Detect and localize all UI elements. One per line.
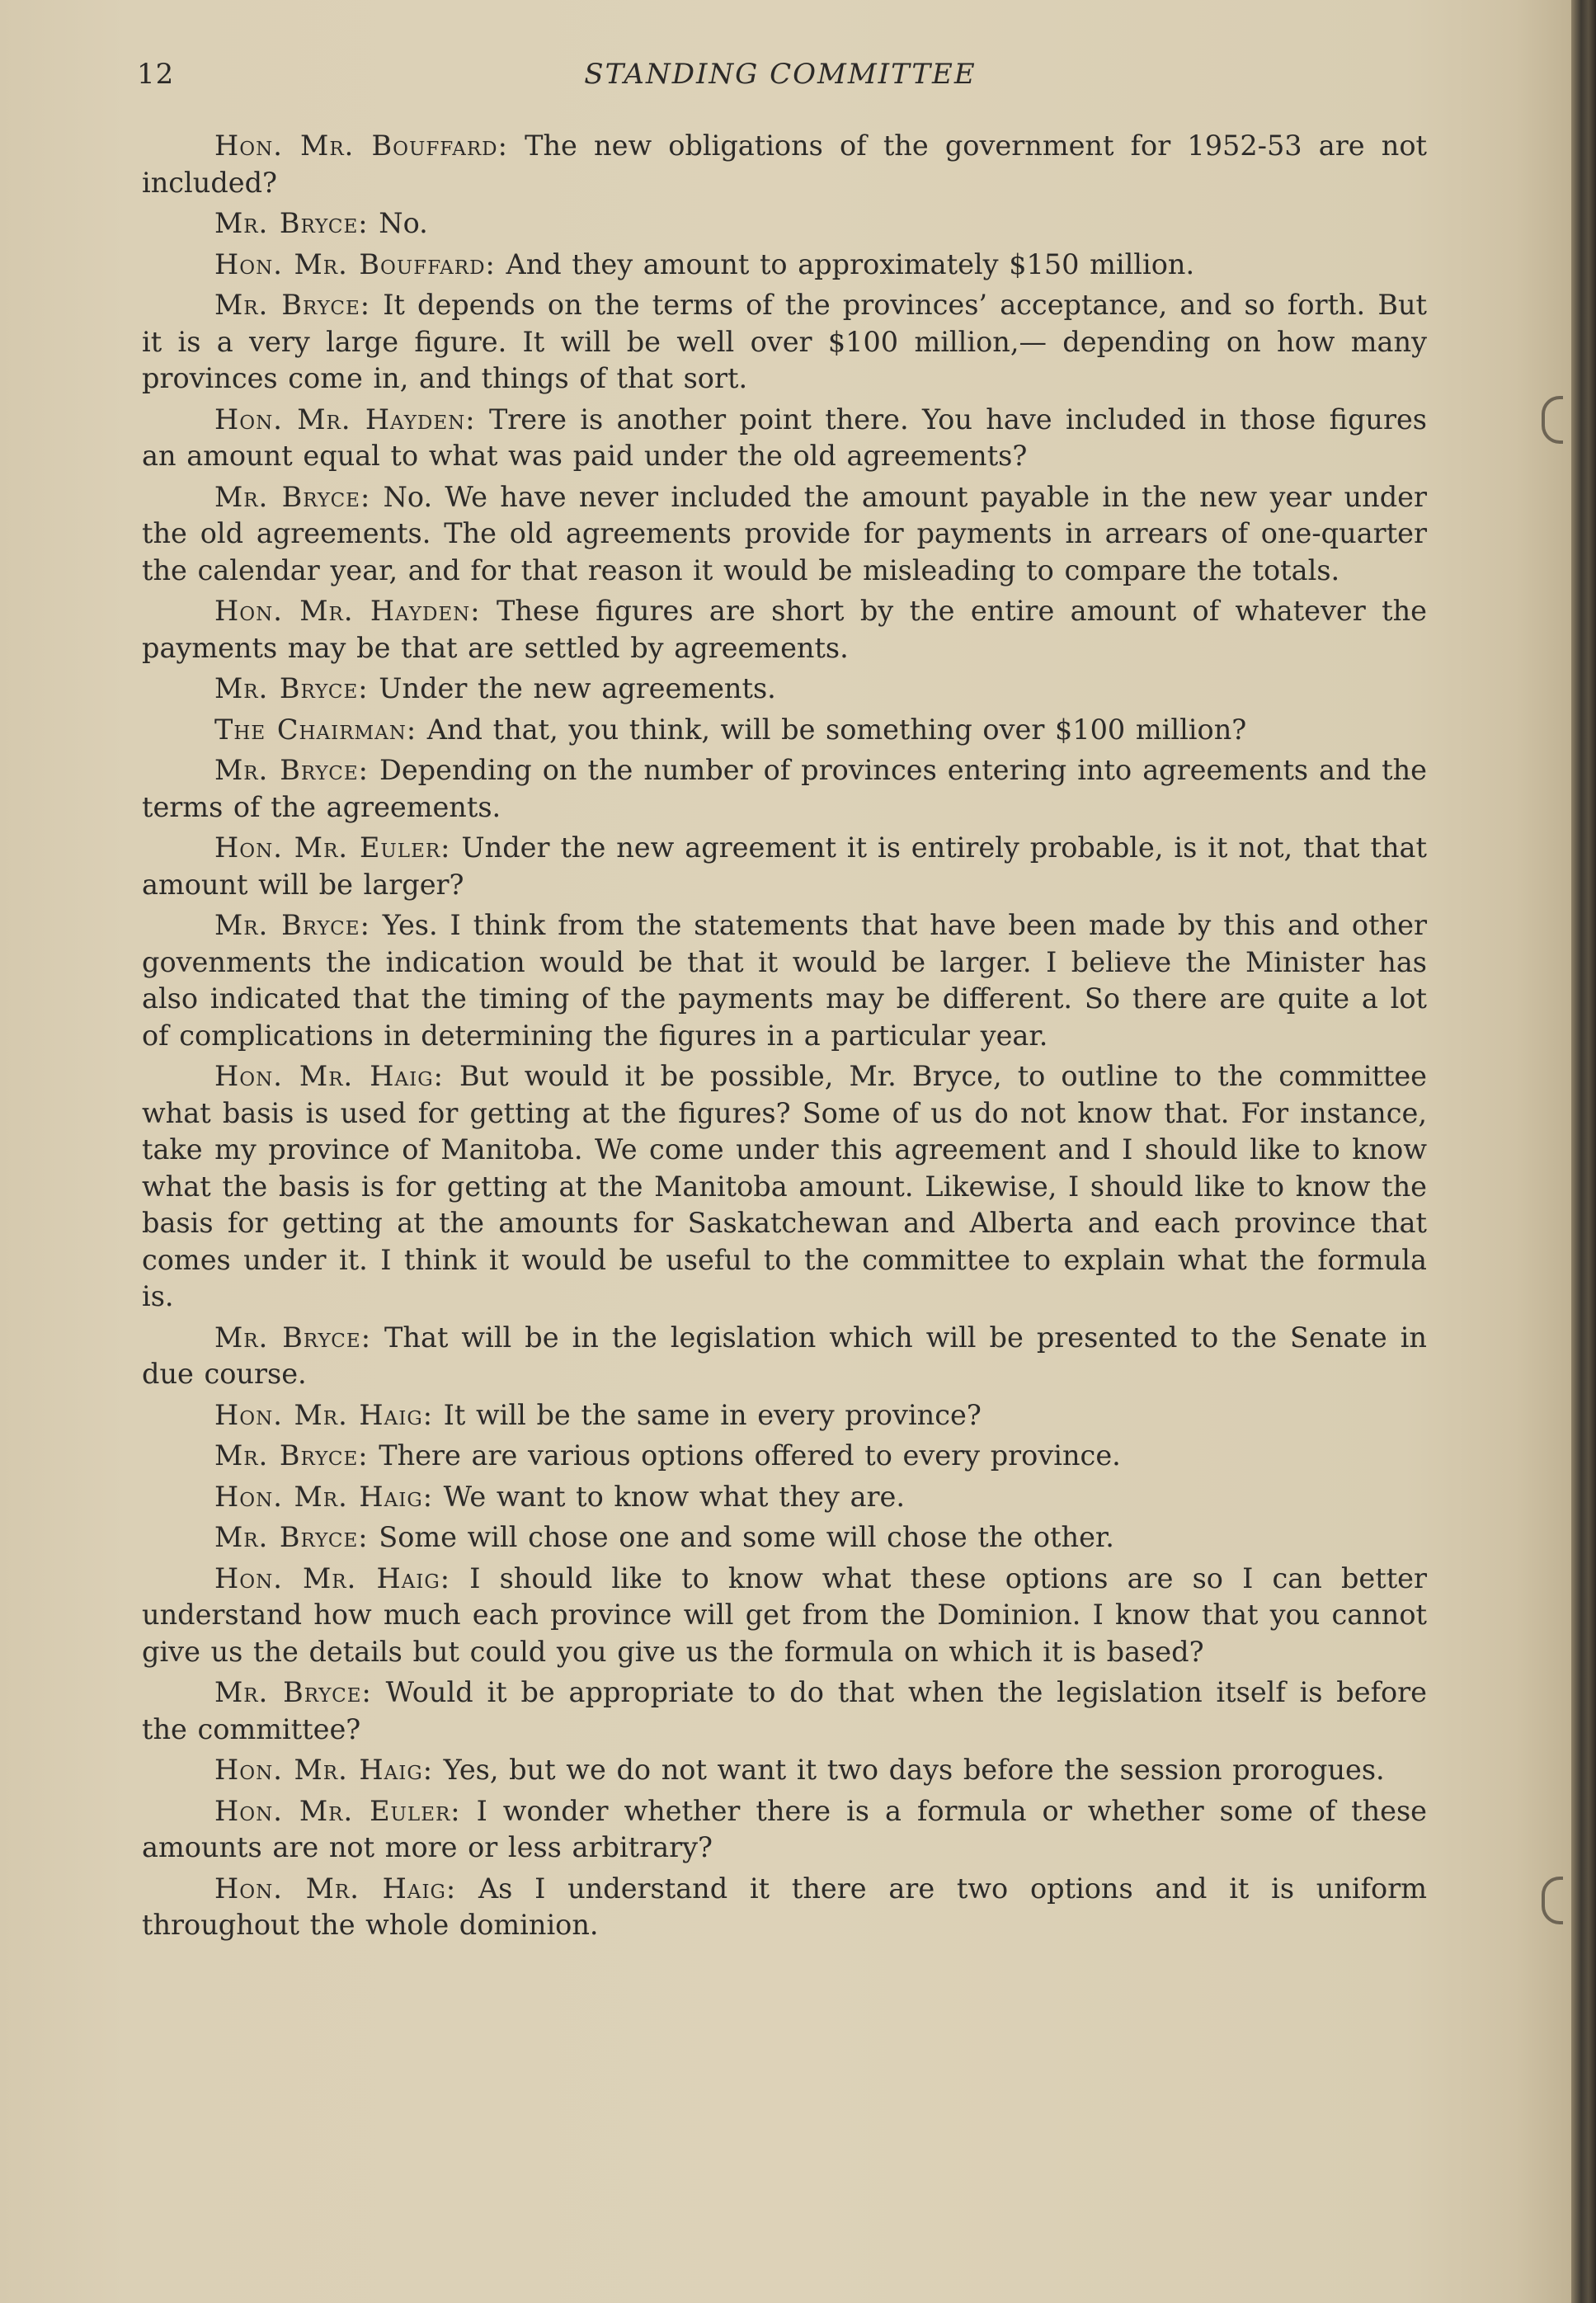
speaker-name: Hon. Mr. Euler:: [214, 1794, 461, 1827]
speech-text: Yes, but we do not want it two days before the session prorogues.: [443, 1754, 1385, 1786]
speech-text: No.: [379, 207, 428, 239]
speech-text: And they amount to approximately $150 million.: [506, 247, 1195, 280]
speech-text: That will be in the legislation which will be presented to the Senate in due course.: [142, 1321, 1427, 1390]
speech-text: Would it be appropriate to do that when the legislation itself is before the committee?: [142, 1676, 1427, 1745]
speaker-name: Mr. Bryce:: [214, 909, 370, 941]
speaker-name: Mr. Bryce:: [214, 754, 369, 786]
transcript-paragraph: [142, 479, 1427, 590]
transcript-paragraph: [142, 1752, 1427, 1789]
speech-text: The new obligations of the government for 1952-53 are not included?: [142, 130, 1427, 199]
speech-text: Under the new agreements.: [379, 672, 776, 704]
speech-text: It depends on the terms of the provinces’ acceptance, and so forth. But it is a very large figure. It will be well over $100 million,— depending on how many provinces come in, and things of that sort.: [142, 289, 1427, 394]
speaker-name: Hon. Mr. Haig:: [214, 1872, 457, 1905]
speaker-name: Hon. Mr. Haig:: [214, 1398, 433, 1431]
transcript-paragraph: [142, 830, 1427, 903]
transcript-paragraph: [142, 1058, 1427, 1316]
transcript-paragraph: [142, 593, 1427, 666]
speech-text: No. We have never included the amount payable in the new year under the old agreements. The old agreements provide for payments in arrears of one-quarter the calendar year, and for that reason it would be misleading to compare the totals.: [142, 480, 1427, 586]
speaker-name: Hon. Mr. Bouffard:: [214, 130, 508, 162]
page-number: 12: [137, 58, 175, 91]
speech-text: There are various options offered to every province.: [379, 1439, 1121, 1472]
transcript-paragraph: [142, 402, 1427, 475]
speaker-name: Hon. Mr. Haig:: [214, 1060, 444, 1092]
binding-clip-mark: [1542, 396, 1563, 444]
speech-text: I wonder whether there is a formula or whether some of these amounts are not more or less arbitrary?: [142, 1794, 1427, 1863]
speaker-name: Mr. Bryce:: [214, 1439, 369, 1472]
speaker-name: Mr. Bryce:: [214, 1521, 369, 1553]
speech-text: But would it be possible, Mr. Bryce, to outline to the committee what basis is used for getting at the figures? Some of us do not know that. For instance, take my province of Manitoba. We come under this agreement and I should like to know what the basis is for getting at the Manitoba amount. Likewise, I should like to know the basis for getting at the amounts for Saskatchewan and Alberta and each province that comes under it. I think it would be useful to the committee to explain what the formula is.: [142, 1060, 1427, 1312]
speech-text: These figures are short by the entire amount of whatever the payments may be that are settled by agreements.: [142, 595, 1427, 664]
speaker-name: Hon. Mr. Hayden:: [214, 595, 481, 627]
binding-clip-mark: [1542, 1877, 1563, 1924]
speech-text: Trere is another point there. You have included in those figures an amount equal to what was paid under the old agreements?: [142, 403, 1427, 472]
transcript-paragraph: [142, 1871, 1427, 1944]
transcript-paragraph: [142, 1561, 1427, 1671]
speaker-name: Mr. Bryce:: [214, 1321, 371, 1354]
speech-text: As I understand it there are two options and it is uniform throughout the whole dominion.: [142, 1872, 1428, 1941]
speech-text: Some will chose one and some will chose the other.: [379, 1521, 1114, 1553]
transcript-paragraph: [142, 1674, 1427, 1748]
speaker-name: Hon. Mr. Haig:: [214, 1561, 451, 1594]
speaker-name: Mr. Bryce:: [214, 207, 369, 239]
page-binding-edge: [1571, 0, 1596, 2303]
speaker-name: Hon. Mr. Haig:: [214, 1480, 433, 1513]
transcript-paragraph: [142, 205, 1427, 243]
speech-text: We want to know what they are.: [443, 1480, 906, 1513]
transcript-paragraph: [142, 1479, 1427, 1516]
speech-text: And that, you think, will be something over $100 million?: [426, 713, 1247, 746]
transcript-paragraph: [142, 1320, 1427, 1393]
transcript-body: [142, 128, 1427, 1948]
speaker-name: Mr. Bryce:: [214, 1676, 372, 1708]
speech-text: Under the new agreement it is entirely probable, is it not, that that amount will be larger?: [142, 831, 1427, 901]
transcript-paragraph: [142, 1519, 1427, 1557]
speech-text: Depending on the number of provinces entering into agreements and the terms of the agreements.: [142, 754, 1427, 823]
page-header: [137, 58, 1424, 99]
transcript-paragraph: [142, 1397, 1427, 1434]
speech-text: Yes. I think from the statements that have been made by this and other govenments the indication would be that it would be larger. I believe the Minister has also indicated that the timing of the payments may be different. So there are quite a lot of complications in determining the figures in a particular year.: [142, 909, 1427, 1052]
transcript-paragraph: [142, 907, 1427, 1054]
speaker-name: The Chairman:: [214, 713, 417, 746]
speech-text: I should like to know what these options are so I can better understand how much each province will get from the Dominion. I know that you cannot give us the details but could you give us the formula on which it is based?: [142, 1561, 1427, 1668]
speaker-name: Hon. Mr. Euler:: [214, 831, 451, 864]
speaker-name: Mr. Bryce:: [214, 480, 371, 513]
transcript-paragraph: [142, 671, 1427, 708]
transcript-paragraph: [142, 712, 1427, 749]
speaker-name: Hon. Mr. Haig:: [214, 1754, 433, 1786]
transcript-paragraph: [142, 287, 1427, 398]
transcript-paragraph: [142, 128, 1427, 201]
transcript-paragraph: [142, 1438, 1427, 1475]
speaker-name: Hon. Mr. Hayden:: [214, 403, 476, 436]
transcript-paragraph: [142, 1793, 1427, 1867]
transcript-paragraph: [142, 752, 1427, 826]
speaker-name: Mr. Bryce:: [214, 289, 371, 321]
speech-text: It will be the same in every province?: [443, 1398, 982, 1431]
speaker-name: Hon. Mr. Bouffard:: [214, 247, 496, 280]
transcript-paragraph: [142, 247, 1427, 284]
running-head: STANDING COMMITTEE: [584, 58, 977, 91]
speaker-name: Mr. Bryce:: [214, 672, 369, 704]
